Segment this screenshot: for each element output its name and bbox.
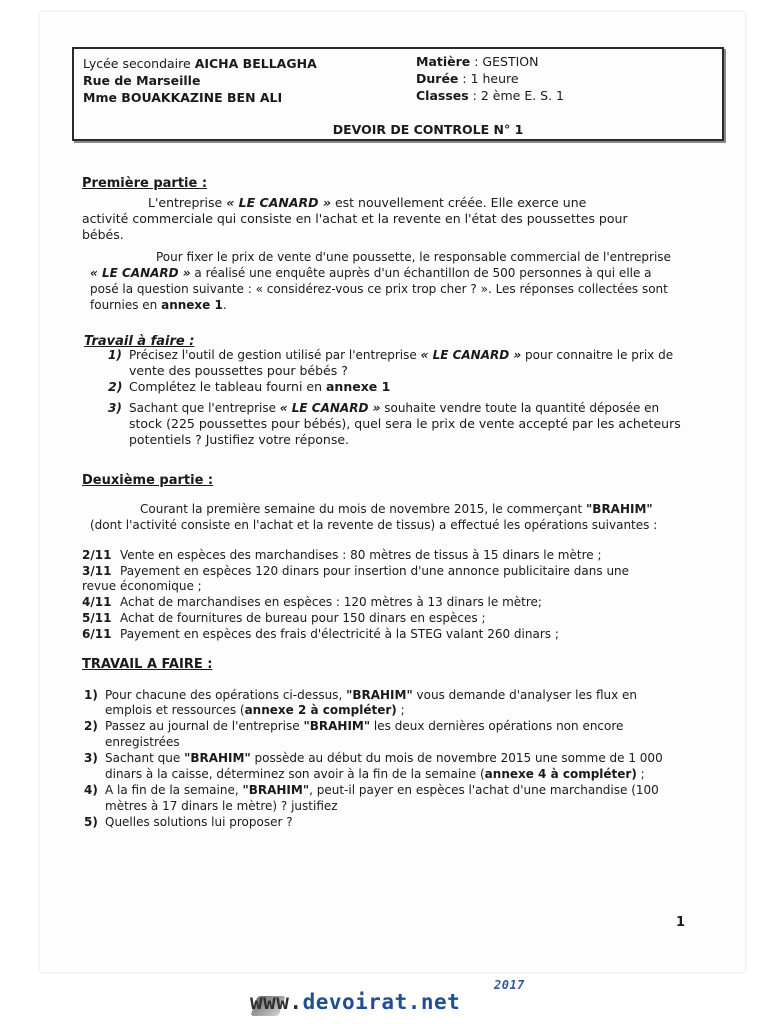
part2-q4-line1 bbox=[84, 782, 659, 798]
annex-ref: annexe 1 bbox=[161, 298, 223, 312]
operation-row bbox=[82, 547, 602, 563]
annex-ref: annexe 1 bbox=[325, 379, 391, 394]
text-span: Passez au journal de l'entreprise bbox=[105, 719, 304, 733]
part1-q3-line1 bbox=[108, 400, 659, 416]
merchant-name: "BRAHIM" bbox=[303, 719, 371, 733]
company-name: « LE CANARD » bbox=[420, 348, 522, 362]
watermark-www: www. bbox=[250, 990, 303, 1014]
operation-date: 6/11 bbox=[82, 627, 112, 641]
part1-q2 bbox=[108, 379, 390, 395]
operation-text: Payement en espèces des frais d'électricité à la STEG valant 260 dinars ; bbox=[120, 627, 559, 641]
street: Rue de Marseille bbox=[83, 73, 201, 88]
text-span: Courant la première semaine du mois de novembre 2015, le commerçant bbox=[140, 502, 587, 516]
text-span: a réalisé une enquête auprès d'un échantillon de 500 personnes à qui elle a bbox=[190, 266, 652, 280]
part1-q3-line3: potentiels ? Justifiez votre réponse. bbox=[129, 432, 350, 447]
subject-line bbox=[416, 54, 538, 70]
exam-title: DEVOIR DE CONTROLE N° 1 bbox=[332, 122, 524, 137]
part2-q3-line2 bbox=[105, 766, 645, 782]
part1-p2-line1: Pour fixer le prix de vente d'une poussette, le responsable commercial de l'entreprise bbox=[156, 250, 671, 264]
merchant-name: "BRAHIM" bbox=[346, 688, 413, 702]
operation-date: 4/11 bbox=[82, 595, 112, 609]
part2-q4-line2: mètres à 17 dinars le mètre) ? justifiez bbox=[105, 799, 338, 813]
part2-q2-line1 bbox=[84, 718, 623, 734]
operation-row bbox=[82, 563, 629, 579]
school-prefix: Lycée secondaire bbox=[83, 56, 195, 71]
part1-p1-line1 bbox=[148, 195, 586, 211]
part2-heading: Deuxième partie : bbox=[82, 473, 214, 488]
school-name: AICHA BELLAGHA bbox=[194, 56, 317, 71]
question-number: 2) bbox=[108, 379, 123, 394]
operation-text: Payement en espèces 120 dinars pour insertion d'une annonce publicitaire dans une bbox=[120, 564, 630, 578]
watermark-year: 2017 bbox=[494, 978, 525, 992]
operation-date: 2/11 bbox=[82, 548, 112, 562]
site-watermark[interactable] bbox=[250, 978, 525, 1014]
merchant-name: "BRAHIM" bbox=[184, 751, 251, 765]
part1-work-heading: Travail à faire : bbox=[84, 334, 195, 349]
annex-ref: annexe 2 à compléter) bbox=[244, 703, 397, 717]
question-number: 1) bbox=[108, 348, 122, 362]
text-span: , peut-il payer en espèces l'achat d'une marchandise (100 bbox=[309, 783, 659, 797]
part1-q1-line2: vente des poussettes pour bébés ? bbox=[129, 363, 348, 378]
part2-q5 bbox=[84, 814, 293, 830]
classes-line bbox=[416, 88, 564, 104]
part1-q3-line2: stock (225 poussettes pour bébés), quel sera le prix de vente accepté par les acheteurs bbox=[129, 416, 681, 431]
text-span: emplois et ressources ( bbox=[105, 703, 245, 717]
operation-row bbox=[82, 578, 202, 594]
operation-text: Achat de fournitures de bureau pour 150 dinars en espèces ; bbox=[120, 611, 486, 625]
teacher: Mme BOUAKKAZINE BEN ALI bbox=[83, 90, 283, 105]
text-span: Sachant que bbox=[105, 751, 185, 765]
part2-work-heading: TRAVAIL A FAIRE : bbox=[82, 657, 213, 672]
text-span: . bbox=[222, 298, 227, 312]
question-number: 3) bbox=[84, 751, 98, 765]
operation-date: 3/11 bbox=[82, 564, 112, 578]
annex-ref: annexe 4 à compléter) bbox=[484, 767, 637, 781]
company-name: « LE CANARD » bbox=[90, 266, 191, 280]
part1-p2-line2 bbox=[90, 265, 652, 281]
duration-label: Durée bbox=[416, 71, 459, 86]
part2-intro-line2: (dont l'activité consiste en l'achat et la revente de tissus) a effectué les opérations suivantes : bbox=[90, 518, 658, 532]
question-number: 5) bbox=[84, 815, 98, 829]
question-number: 1) bbox=[84, 688, 98, 702]
text-span: Complétez le tableau fourni en bbox=[129, 379, 326, 394]
operation-text: Vente en espèces des marchandises : 80 mètres de tissus à 15 dinars le mètre ; bbox=[120, 548, 602, 562]
text-span: souhaite vendre toute la quantité déposée en bbox=[380, 401, 660, 415]
question-number: 3) bbox=[108, 401, 122, 415]
school-line bbox=[83, 56, 317, 72]
question-number: 2) bbox=[84, 719, 98, 733]
text-span: Précisez l'outil de gestion utilisé par l'entreprise bbox=[129, 348, 421, 362]
company-name: « LE CANARD » bbox=[226, 195, 331, 210]
text-span: L'entreprise bbox=[148, 195, 227, 210]
operation-text: revue économique ; bbox=[82, 579, 202, 593]
text-span: dinars à la caisse, déterminez son avoir à la fin de la semaine ( bbox=[105, 767, 485, 781]
operation-row bbox=[82, 594, 542, 610]
text-span: A la fin de la semaine, bbox=[105, 783, 243, 797]
classes-label: Classes bbox=[416, 88, 469, 103]
text-span: pour connaitre le prix de bbox=[521, 348, 674, 362]
operation-row bbox=[82, 626, 559, 642]
watermark-domain: devoirat.net bbox=[302, 990, 461, 1014]
duration-line bbox=[416, 71, 519, 87]
text-span: Quelles solutions lui proposer ? bbox=[105, 815, 293, 829]
part1-p1-line3: bébés. bbox=[82, 227, 124, 242]
header-box bbox=[72, 47, 724, 141]
company-name: « LE CANARD » bbox=[279, 401, 381, 415]
part1-heading: Première partie : bbox=[82, 176, 208, 191]
text-span: vous demande d'analyser les flux en bbox=[412, 688, 638, 702]
merchant-name: "BRAHIM" bbox=[586, 502, 653, 516]
subject-value: : GESTION bbox=[470, 54, 539, 69]
text-span: Pour chacune des opérations ci-dessus, bbox=[105, 688, 347, 702]
part2-q3-line1 bbox=[84, 750, 663, 766]
text-span: possède au début du mois de novembre 2015 une somme de 1 000 bbox=[250, 751, 663, 765]
operation-row bbox=[82, 610, 485, 626]
part2-q1-line1 bbox=[84, 687, 637, 703]
part1-p2-line4 bbox=[90, 297, 227, 313]
operation-text: Achat de marchandises en espèces : 120 mètres à 13 dinars le mètre; bbox=[120, 595, 542, 609]
subject-label: Matière bbox=[416, 54, 471, 69]
part1-q1-line1 bbox=[108, 347, 673, 363]
part1-p1-line2: activité commerciale qui consiste en l'achat et la revente en l'état des poussettes pour bbox=[82, 211, 628, 226]
merchant-name: "BRAHIM" bbox=[242, 783, 310, 797]
part2-q2-line2: enregistrées bbox=[105, 735, 180, 749]
text-span: est nouvellement créée. Elle exerce une bbox=[331, 195, 587, 210]
question-number: 4) bbox=[84, 783, 98, 797]
classes-value: : 2 ème E. S. 1 bbox=[468, 88, 564, 103]
duration-value: : 1 heure bbox=[458, 71, 519, 86]
operation-date: 5/11 bbox=[82, 611, 112, 625]
text-span: Sachant que l'entreprise bbox=[129, 401, 280, 415]
part2-intro-line1 bbox=[140, 501, 653, 517]
part2-q1-line2 bbox=[105, 702, 405, 718]
text-span: ; bbox=[636, 767, 645, 781]
page-number: 1 bbox=[676, 915, 686, 930]
part1-p2-line3: posé la question suivante : « considérez-vous ce prix trop cher ? ». Les réponses collectées sont bbox=[90, 282, 668, 296]
text-span: fournies en bbox=[90, 298, 162, 312]
text-span: ; bbox=[396, 703, 405, 717]
text-span: les deux dernières opérations non encore bbox=[370, 719, 624, 733]
